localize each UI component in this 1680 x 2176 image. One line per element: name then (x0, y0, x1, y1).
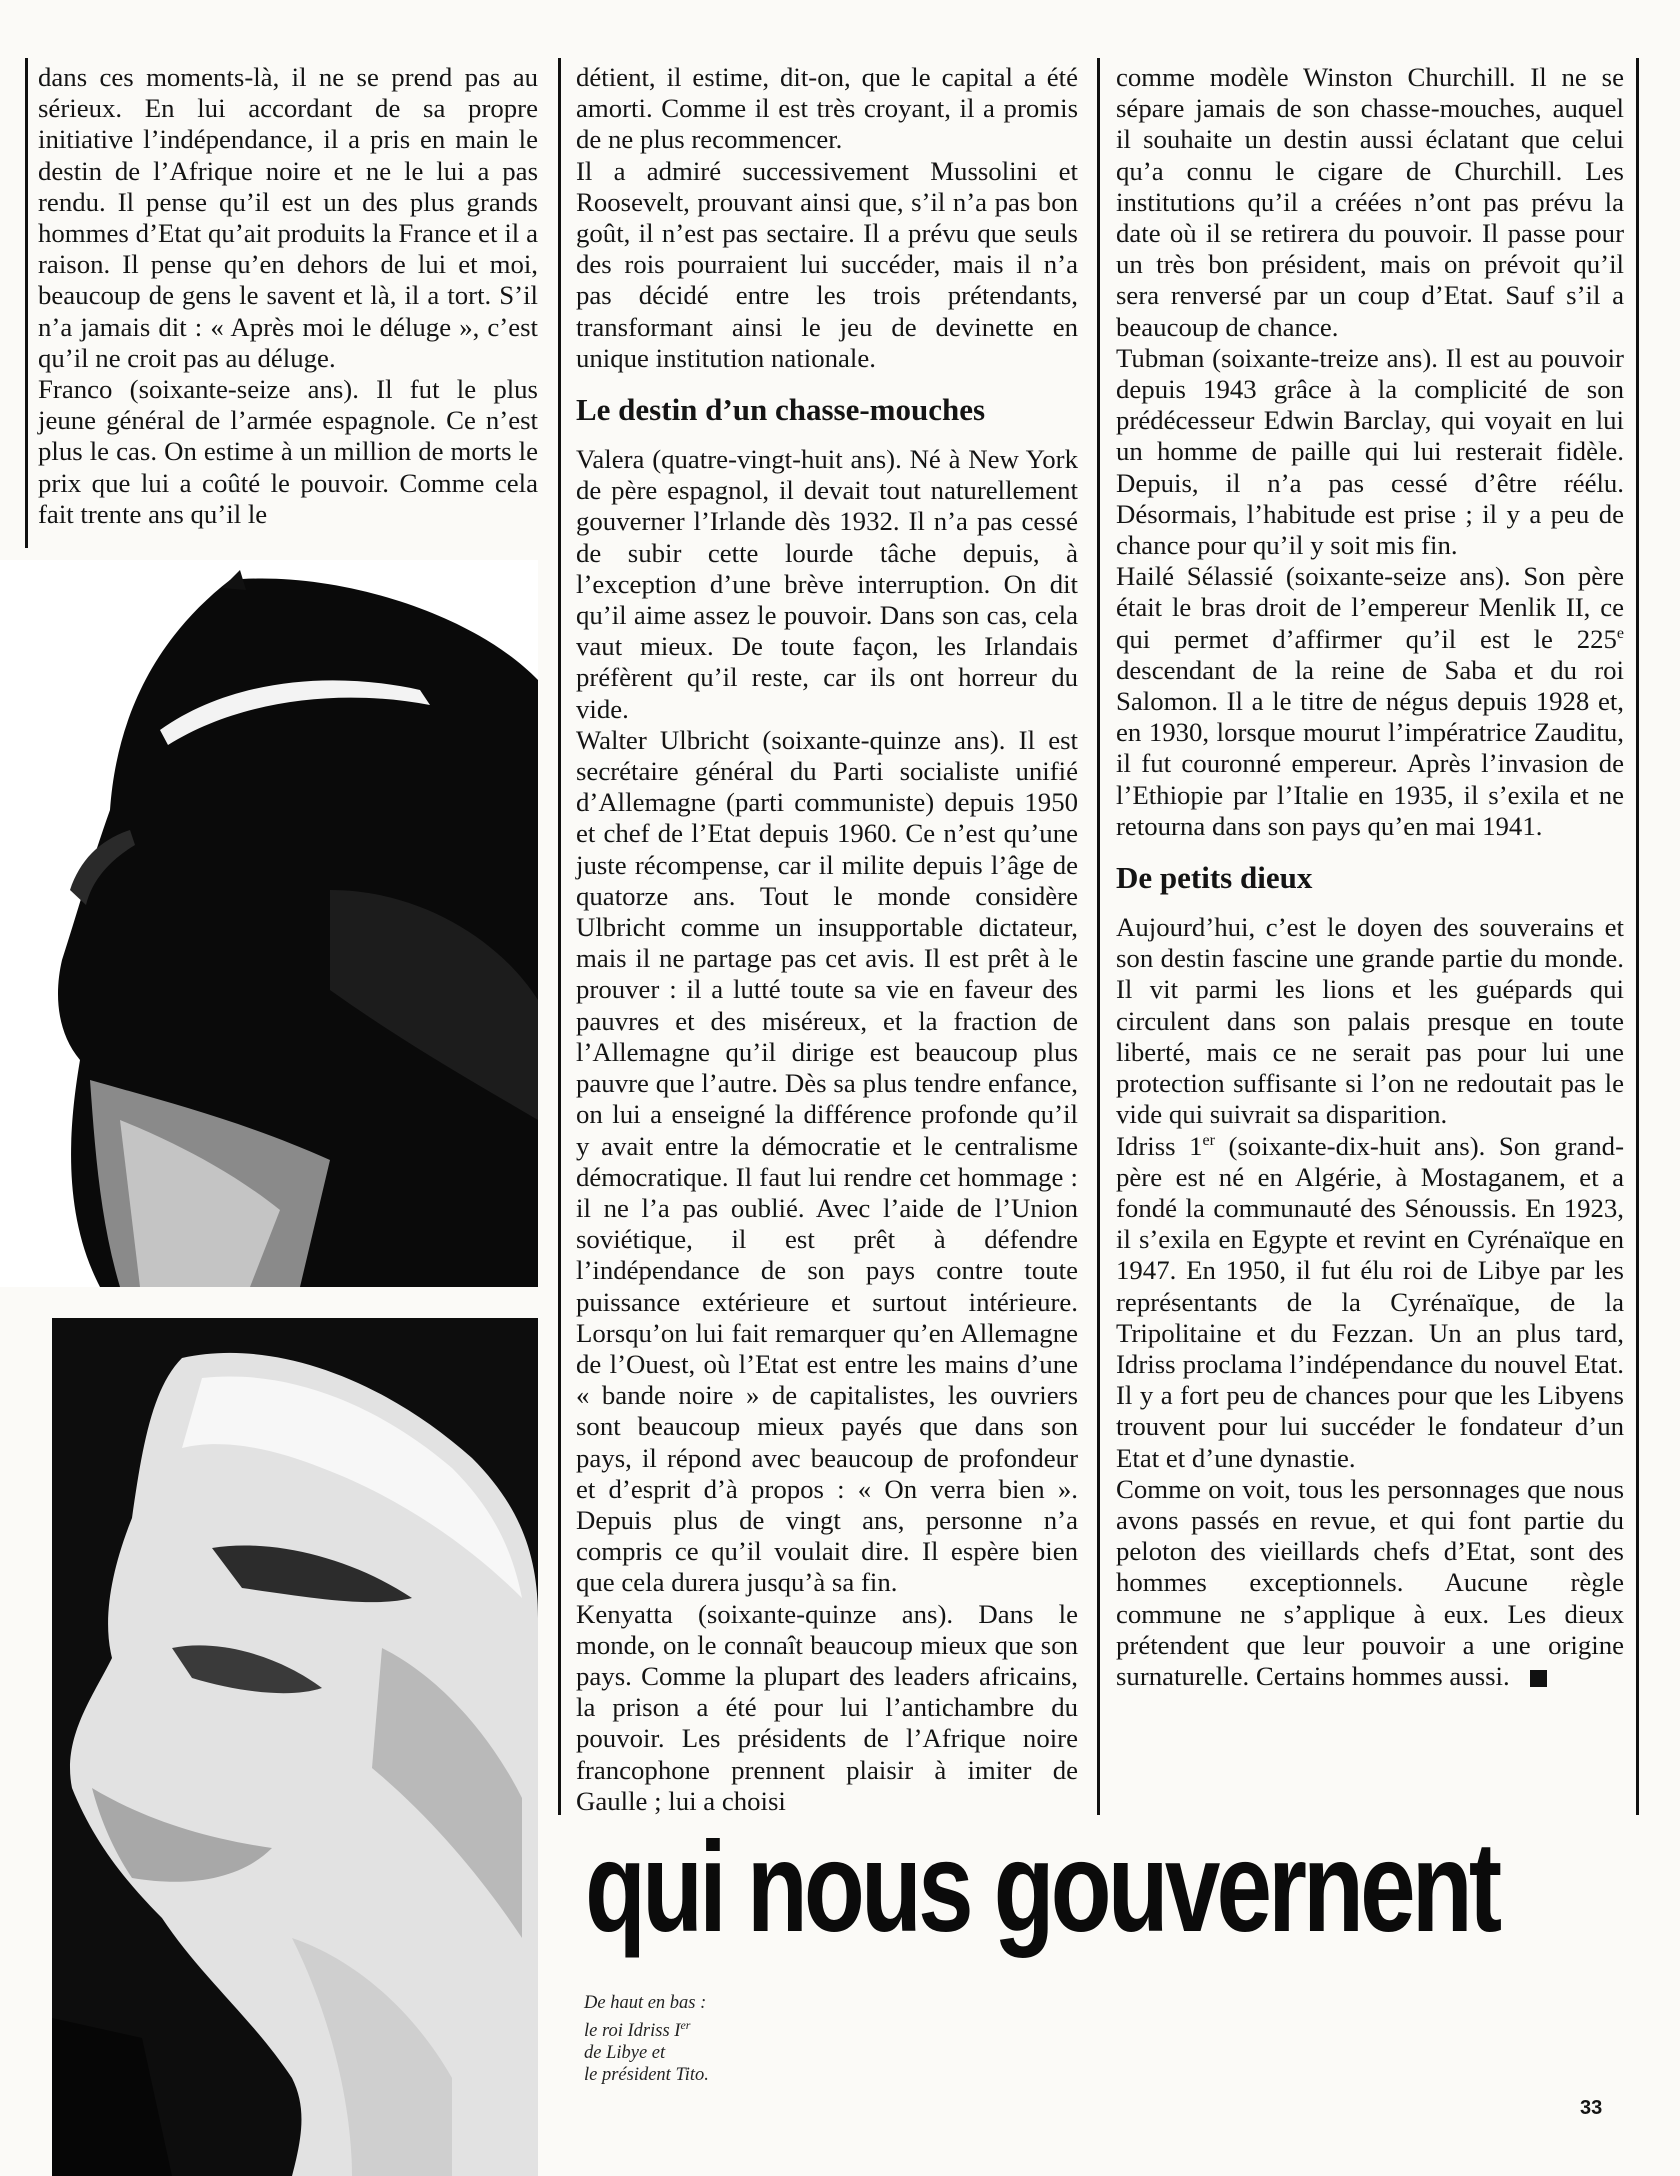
text-run: (soixante-dix-huit ans). Son grand-père est né en Algérie, à Mostaganem, et a fondé la communauté des Sénoussis. En 1923, il s’exila en Egypte et revint en Cyrénaïque en 1947. En 1950, il fut élu roi de Libye par les représentants de la Cyrénaïque, de la Tripolitaine et du Fezzan. Un an plus tard, Idriss proclama l’indépendance du nouvel Etat. Il y a fort peu de chances pour que les Libyens trouvent pour lui succéder le fondateur d’un Etat et d’une dynastie. (1116, 1130, 1624, 1473)
column-rule-left (25, 58, 28, 548)
text-run: descendant de la reine de Saba et du roi Salomon. Il a le titre de négus depuis 1928 et, en 1930, lorsque mourut l’impératrice Zauditu, il fut couronné empereur. Après l’invasion de l’Ethiopie par l’Italie en 1935, il s’exila et ne retourna dans son pays qu’en mai 1941. (1116, 654, 1624, 841)
paragraph: détient, il estime, dit-on, que le capital a été amorti. Comme il est très croyant, il a promis de ne plus recommencer. (576, 62, 1078, 155)
text-run: hommes aussi. (1351, 1660, 1510, 1691)
end-of-article-mark (1530, 1670, 1547, 1687)
text-run: Comme on voit, tous les personnages que nous avons passés en revue, et qui font partie du peloton des vieillards chefs d’Etat, sont des hommes exceptionnels. Aucune règle commune ne s’applique à eux. Les dieux prétendent que leur pouvoir a une origine surnaturelle. Certains (1116, 1473, 1624, 1691)
caption-line: de Libye et (584, 2043, 666, 2064)
paragraph: Aujourd’hui, c’est le doyen des souverains et son destin fascine une grande partie du monde. Il vit parmi les lions et les guépards qui circulent dans son palais presque en toute liberté, mais ce ne serait pas pour lui une protection suffisante si l’on ne redoutait pas le vide qui suivrait sa disparition. (1116, 912, 1624, 1130)
paragraph-tubman: Tubman (soixante-treize ans). Il est au pouvoir depuis 1943 grâce à la complicité de son prédécesseur Edwin Barclay, qui voyait en lui un homme de paille qui lui resterait fidèle. Depuis, il n’a pas cessé d’être réélu. Désormais, l’habitude est prise ; il y a peu de chance pour qu’il y soit mis fin. (1116, 342, 1624, 561)
page-number: 33 (1580, 2097, 1603, 2119)
paragraph: dans ces moments-là, il ne se prend pas au sérieux. En lui accordant de sa propre initiative l’indépendance, il a pris en main le destin de l’Afrique noire et ne le lui a pas rendu. Il pense qu’il est un des plus grands hommes d’Etat qu’ait produits la France et il a raison. Il pense qu’en dehors de lui et moi, beaucoup de gens le savent et là, il a tort. S’il n’a jamais dit : « Après moi le déluge », c’est qu’il ne croit pas au déluge. (38, 62, 538, 373)
headline: qui nous gouvernent (585, 1816, 1499, 1959)
column-rule-right (1636, 58, 1639, 1815)
column-rule-1 (558, 58, 561, 1815)
article-column-1 (38, 62, 538, 530)
paragraph-conclusion (1116, 1474, 1624, 1692)
photo-caption (584, 1992, 709, 2086)
text-run: Idriss 1 (1116, 1130, 1203, 1161)
paragraph-kenyatta: Kenyatta (soixante-quinze ans). Dans le monde, on le connaît beaucoup mieux que son pays. Comme la plupart des leaders africains, la prison a été pour lui l’antichambre du pouvoir. Les présidents de l’Afrique noire francophone prennent plaisir à imiter de Gaulle ; lui a choisi (576, 1598, 1078, 1816)
photo-idriss (0, 560, 538, 1287)
paragraph-franco: Franco (soixante-seize ans). Il fut le plus jeune général de l’armée espagnole. Ce n’est plus le cas. On estime à un million de morts le prix que lui a coûté le pouvoir. Comme cela fait trente ans qu’il le (38, 374, 538, 529)
text-run: Hailé Sélassié (soixante-seize ans). Son père était le bras droit de l’empereur Menlik II, ce qui permet d’affirmer qu’il est le 225 (1116, 561, 1624, 654)
article-column-2 (576, 62, 1078, 1817)
paragraph-haile-selassie (1116, 561, 1624, 842)
caption-text: le roi Idriss I (584, 2021, 681, 2042)
paragraph: Il a admiré successivement Mussolini et Roosevelt, prouvant ainsi que, s’il n’a pas bon goût, il n’est pas sectaire. Il a prévu que seuls des rois pourraient lui succéder, mais il n’a pas décidé entre les trois prétendants, transformant ainsi le jeu de devinette en unique institution nationale. (576, 155, 1078, 373)
subheading-chasse-mouches: Le destin d’un chasse-mouches (576, 392, 986, 428)
superscript: er (1202, 1131, 1215, 1149)
superscript: er (680, 2018, 691, 2032)
photo-tito (52, 1318, 538, 2176)
paragraph-idriss (1116, 1131, 1624, 1474)
column-rule-2 (1097, 58, 1100, 1815)
paragraph: comme modèle Winston Churchill. Il ne se sépare jamais de son chasse-mouches, auquel il souhaite un destin aussi éclatant que celui qu’a connu le cigare de Churchill. Les institutions qu’il a créées n’ont pas prévu la date où il se retirera du pouvoir. Il passe pour un très bon président, mais on prévoit qu’il sera renversé par un coup d’Etat. Sauf s’il a beaucoup de chance. (1116, 62, 1624, 342)
caption-line (584, 2014, 709, 2042)
caption-line: De haut en bas : (584, 1993, 707, 2013)
article-column-3 (1116, 62, 1624, 1692)
subheading-petits-dieux: De petits dieux (1116, 860, 1313, 896)
superscript: e (1616, 624, 1624, 642)
caption-line: le président Tito. (584, 2065, 709, 2086)
paragraph-valera: Valera (quatre-vingt-huit ans). Né à New York de père espagnol, il devait tout naturellement gouverner l’Irlande dès 1932. Il n’a pas cessé de subir cette lourde tâche depuis, à l’exception d’une brève interruption. On dit qu’il aime assez le pouvoir. Dans son cas, cela vaut mieux. De toute façon, les Irlandais préfèrent qu’il reste, car ils ont horreur du vide. (576, 444, 1078, 724)
paragraph-ulbricht: Walter Ulbricht (soixante-quinze ans). Il est secrétaire général du Parti socialiste unifié d’Allemagne (parti communiste) depuis 1950 et chef de l’Etat depuis 1960. Ce n’est qu’une juste récompense, car il milite depuis l’âge de quatorze ans. Tout le monde considère Ulbricht comme un insupportable dictateur, mais il ne partage pas cet avis. Il est prêt à le prouver : il a lutté toute sa vie en faveur des pauvres et des miséreux, et la fraction de l’Allemagne qu’il dirige est beaucoup plus pauvre que l’autre. Dès sa plus tendre enfance, on lui a enseigné la différence profonde qu’il y avait entre la démocratie et le centralisme démocratique. Il faut lui rendre cet hommage : il ne l’a pas oublié. Avec l’aide de l’Union soviétique, il est prêt à défendre l’indépendance de son pays contre toute puissance extérieure et surtout intérieure. Lorsqu’on lui fait remarquer qu’en Allemagne de l’Ouest, où l’Etat est entre les mains d’une « bande noire » de capitalistes, les ouvriers sont beaucoup mieux payés que dans son pays, il répond avec beaucoup de profondeur et d’esprit d’à propos : « On verra bien ». Depuis plus de vingt ans, personne n’a compris ce qu’il voulait dire. Il espère bien que cela durera jusqu’à sa fin. (576, 724, 1078, 1598)
